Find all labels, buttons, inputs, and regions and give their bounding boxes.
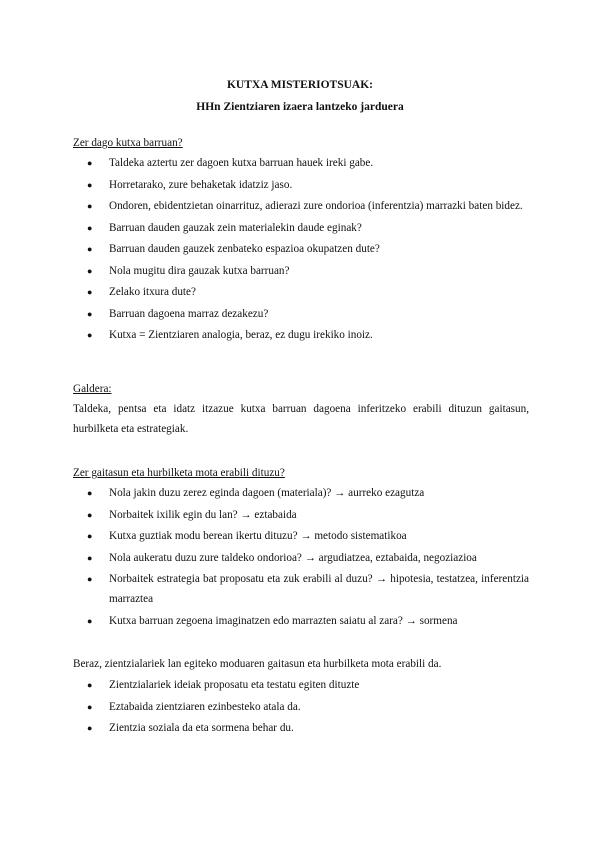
bullet-icon: ●: [87, 265, 93, 276]
list-item: ● Norbaitek estrategia bat proposatu eta zuk erabili al duzu? → hipotesia, testatzea, inferentzia marraztea: [73, 569, 529, 609]
bullet-icon: ●: [87, 509, 93, 520]
list-item: ● Kutxa = Zientziaren analogia, beraz, ez dugu irekiko inoiz.: [73, 325, 529, 345]
list-item: ● Kutxa guztiak modu berean ikertu dituzu? → metodo sistematikoa: [73, 526, 529, 546]
bullet-icon: ●: [87, 488, 93, 498]
list-item: ● Zientzialariek ideiak proposatu eta testatu egiten dituzte: [73, 675, 529, 695]
section-skills: [73, 463, 529, 632]
list-item: ● Zelako itxura dute?: [73, 282, 529, 302]
bullet-list-box-contents: [73, 153, 529, 345]
list-item: ● Zientzia soziala da eta sormena behar du.: [73, 718, 529, 738]
list-item: ● Nola mugitu dira gauzak kutxa barruan?: [73, 261, 529, 281]
bullet-list-skills: [73, 483, 529, 631]
list-item: ● Ondoren, ebidentzietan oinarrituz, adierazi zure ondorioa (inferentzia) marrazki baten bidez.: [73, 196, 529, 216]
bullet-icon: ●: [87, 179, 93, 190]
conclusion-intro: Beraz, zientzialariek lan egiteko moduaren gaitasun eta hurbilketa mota erabili da.: [73, 658, 442, 670]
list-item: ● Eztabaida zientziaren ezinbesteko atala da.: [73, 697, 529, 717]
list-item: ● Taldeka aztertu zer dagoen kutxa barruan hauek ireki gabe.: [73, 153, 529, 173]
section-conclusion: [73, 654, 529, 740]
bullet-icon: ●: [87, 308, 93, 319]
bullet-icon: ●: [87, 701, 93, 712]
list-item: ● Barruan dagoena marraz dezakezu?: [73, 304, 529, 324]
title-line-2: HHn Zientziaren izaera lantzeko jarduera: [196, 101, 404, 113]
question-paragraph: Taldeka, pentsa eta idatz itzazue kutxa barruan dagoena inferitzeko erabili dituzun gaitasun, hurbilketa eta estrategiak.: [73, 403, 529, 435]
bullet-icon: ●: [87, 222, 93, 233]
section-heading-question: Galdera:: [73, 383, 112, 395]
section-box-contents: [73, 133, 529, 347]
bullet-icon: ●: [87, 158, 93, 168]
section-heading-box-contents: Zer dago kutxa barruan?: [73, 137, 183, 149]
section-question: [73, 379, 529, 439]
bullet-icon: ●: [87, 615, 93, 626]
document-title: [0, 75, 600, 117]
list-item: ● Horretarako, zure behaketak idatziz jaso.: [73, 175, 529, 195]
bullet-icon: ●: [87, 574, 93, 584]
list-item: ● Nola aukeratu duzu zure taldeko ondorioa? → argudiatzea, eztabaida, negoziazioa: [73, 548, 529, 568]
list-item: ● Barruan dauden gauzek zenbateko espazioa okupatzen dute?: [73, 239, 529, 259]
bullet-icon: ●: [87, 552, 93, 563]
bullet-icon: ●: [87, 244, 93, 254]
bullet-icon: ●: [87, 201, 93, 211]
bullet-list-conclusion: [73, 675, 529, 738]
list-item: ● Barruan dauden gauzak zein materialekin daude eginak?: [73, 218, 529, 238]
list-item: ● Nola jakin duzu zerez eginda dagoen (materiala)? → aurreko ezagutza: [73, 483, 529, 503]
section-heading-skills: Zer gaitasun eta hurbilketa mota erabili dituzu?: [73, 467, 285, 479]
bullet-icon: ●: [87, 680, 93, 690]
title-line-1: KUTXA MISTERIOTSUAK:: [226, 79, 373, 91]
bullet-icon: ●: [87, 287, 93, 297]
bullet-icon: ●: [87, 531, 93, 541]
list-item: ● Kutxa barruan zegoena imaginatzen edo marrazten saiatu al zara? → sormena: [73, 611, 529, 631]
bullet-icon: ●: [87, 723, 93, 733]
list-item: ● Norbaitek ixilik egin du lan? → eztabaida: [73, 505, 529, 525]
bullet-icon: ●: [87, 330, 93, 340]
